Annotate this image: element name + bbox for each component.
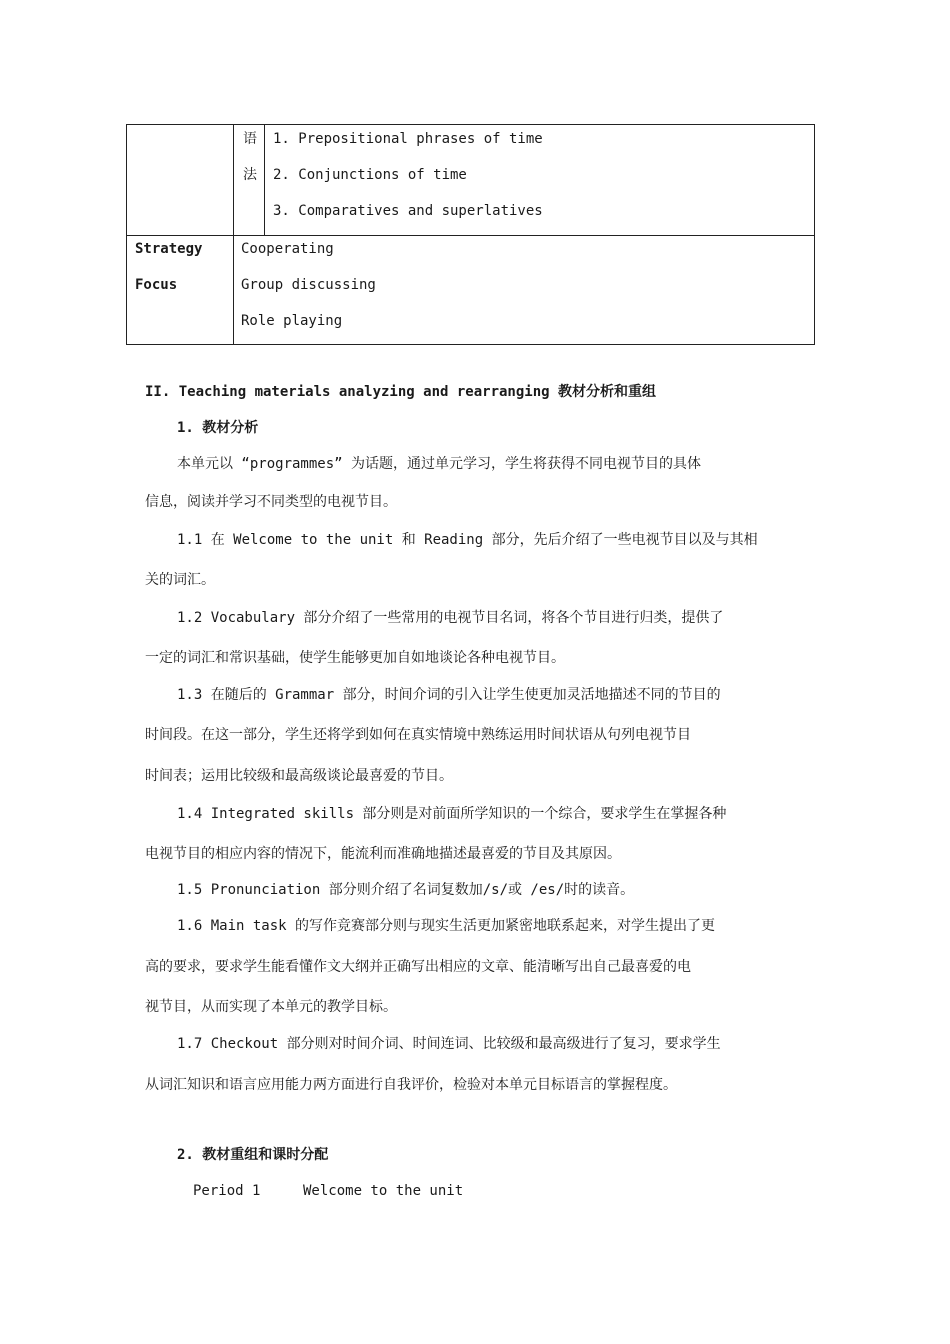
subsection-heading: 1. 教材分析	[177, 420, 259, 436]
paragraph-line: 1.3 在随后的 Grammar 部分，时间介词的引入让学生使更加灵活地描述不同的节目的	[177, 687, 721, 703]
paragraph-line: 视节目，从而实现了本单元的教学目标。	[145, 999, 397, 1015]
grammar-item: 1. Prepositional phrases of time	[273, 131, 543, 147]
period-title: Welcome to the unit	[303, 1183, 464, 1199]
grammar-item: 3. Comparatives and superlatives	[273, 203, 543, 219]
table-row-divider	[127, 235, 814, 236]
paragraph-line: 关的词汇。	[145, 572, 215, 588]
subsection-heading: 2. 教材重组和课时分配	[177, 1147, 329, 1163]
grammar-label: 法	[243, 167, 257, 183]
paragraph-line: 1.1 在 Welcome to the unit 和 Reading 部分，先后介绍了一些电视节目以及与其相	[177, 532, 758, 548]
paragraph-line: 一定的词汇和常识基础，使学生能够更加自如地谈论各种电视节目。	[145, 650, 565, 666]
grammar-item: 2. Conjunctions of time	[273, 167, 467, 183]
period-label: Period 1	[193, 1183, 261, 1199]
paragraph-line: 电视节目的相应内容的情况下，能流利而准确地描述最喜爱的节目及其原因。	[145, 846, 621, 862]
paragraph-line: 本单元以 “programmes” 为话题，通过单元学习，学生将获得不同电视节目的具体	[177, 456, 702, 472]
paragraph-line: 高的要求，要求学生能看懂作文大纲并正确写出相应的文章、能清晰写出自己最喜爱的电	[145, 959, 691, 975]
paragraph-line: 时间段。在这一部分，学生还将学到如何在真实情境中熟练运用时间状语从句列电视节目	[145, 727, 691, 743]
strategy-label: Strategy	[135, 241, 203, 257]
paragraph-line: 从词汇知识和语言应用能力两方面进行自我评价，检验对本单元目标语言的掌握程度。	[145, 1077, 677, 1093]
paragraph-line: 1.4 Integrated skills 部分则是对前面所学知识的一个综合，要求学生在掌握各种	[177, 806, 727, 822]
paragraph-line: 信息，阅读并学习不同类型的电视节目。	[145, 494, 397, 510]
table-col-divider	[264, 125, 265, 235]
paragraph-line: 1.2 Vocabulary 部分介绍了一些常用的电视节目名词，将各个节目进行归类，提供了	[177, 610, 724, 626]
objectives-table	[126, 124, 815, 345]
section-heading: II. Teaching materials analyzing and rearranging 教材分析和重组	[145, 384, 657, 400]
strategy-label: Focus	[135, 277, 178, 293]
grammar-label: 语	[243, 131, 257, 147]
paragraph-line: 1.6 Main task 的写作竞赛部分则与现实生活更加紧密地联系起来，对学生提出了更	[177, 918, 716, 934]
strategy-item: Group discussing	[241, 277, 376, 293]
strategy-item: Cooperating	[241, 241, 334, 257]
strategy-item: Role playing	[241, 313, 343, 329]
paragraph-line: 1.7 Checkout 部分则对时间介词、时间连词、比较级和最高级进行了复习，要求学生	[177, 1036, 721, 1052]
paragraph-line: 1.5 Pronunciation 部分则介绍了名词复数加/s/或 /es/时的读音。	[177, 882, 635, 898]
table-col-divider	[233, 125, 234, 344]
paragraph-line: 时间表；运用比较级和最高级谈论最喜爱的节目。	[145, 768, 453, 784]
